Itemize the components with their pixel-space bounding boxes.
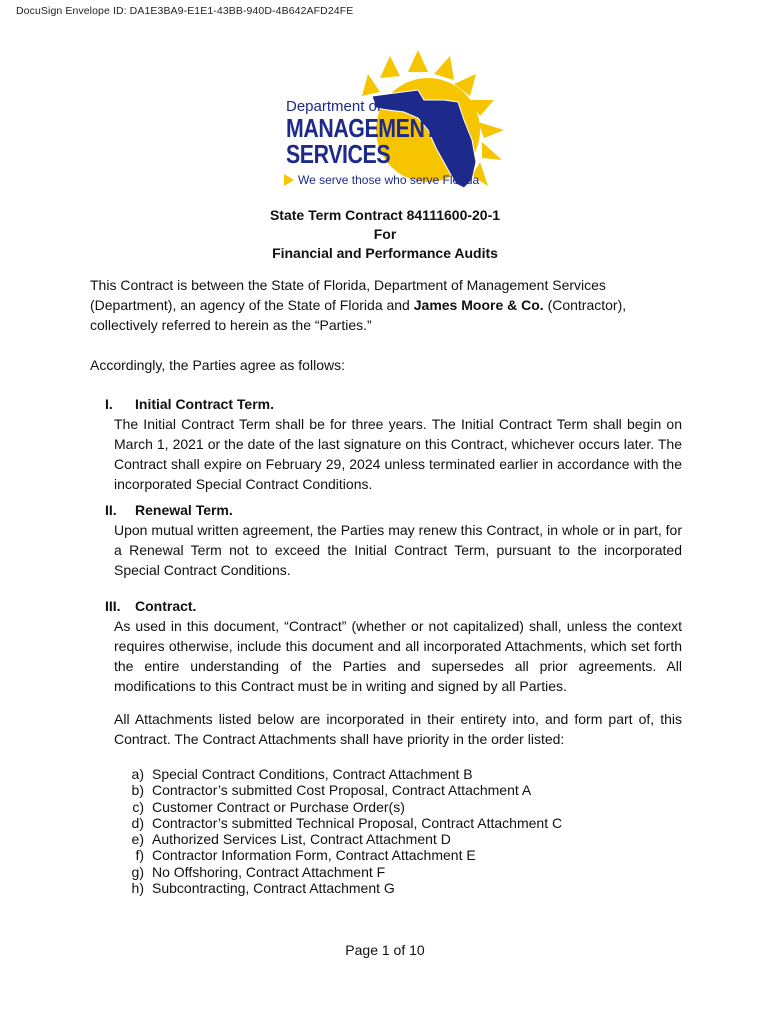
section-body: Upon mutual written agreement, the Parties may renew this Contract, in whole or in part, for a Renewal Term not to exceed the Initial Contract Term, pursuant to the incorporated Special Contract Conditions. [114, 522, 682, 578]
triangle-icon [284, 174, 294, 186]
list-item-text: Customer Contract or Purchase Order(s) [152, 798, 405, 815]
list-item-text: No Offshoring, Contract Attachment F [152, 863, 386, 880]
logo-tagline-text: We serve those who serve Florida [298, 173, 480, 187]
section-body: The Initial Contract Term shall be for three years. The Initial Contract Term shall begin on March 1, 2021 or the date of the last signature on this Contract, whichever occurs later. The Contract shall expire on February 29, 2024 unless terminated earlier in accordance with the incorporated Special Contract Conditions. [114, 416, 682, 492]
section-heading [90, 500, 682, 520]
list-item [116, 880, 562, 896]
intro-text-2: (Contractor), collectively referred to herein as the “Parties.” [90, 297, 627, 333]
attachments-intro: All Attachments listed below are incorporated in their entirety into, and form part of, this Contract. The Contract Attachments shall have priority in the order listed: [114, 711, 682, 747]
list-item-letter: d) [131, 814, 144, 831]
logo-tagline [284, 173, 479, 187]
dms-logo [268, 38, 518, 198]
list-item-text: Contractor Information Form, Contract Attachment E [152, 847, 476, 864]
list-item-text: Contractor’s submitted Cost Proposal, Contract Attachment A [152, 782, 532, 799]
section-number: II. [105, 502, 117, 518]
page-number: Page 1 of 10 [345, 942, 425, 958]
title-line-2: For [373, 226, 397, 242]
list-item [116, 766, 562, 782]
section-number: III. [105, 598, 121, 614]
section-contract [90, 596, 682, 696]
list-item-letter: f) [135, 847, 144, 864]
section-body: As used in this document, “Contract” (whether or not capitalized) shall, unless the context requires otherwise, include this document and all incorporated Attachments, which set forth the entire understanding of the Parties and supersedes all prior agreements. All modifications to this Contract must be in writing and signed by all Parties. [114, 618, 682, 694]
logo-services-line: SERVICES [286, 139, 391, 169]
title-line-1: State Term Contract 84111600-20-1 [269, 207, 501, 223]
envelope-id: DocuSign Envelope ID: DA1E3BA9-E1E1-43BB-940D-4B642AFD24FE [16, 5, 354, 17]
intro-paragraph [90, 275, 682, 335]
section-number: I. [105, 396, 113, 412]
section-renewal-term [90, 500, 682, 580]
section-initial-term [90, 394, 682, 494]
attachments-list [116, 766, 562, 896]
list-item [116, 782, 562, 798]
list-item-letter: b) [131, 782, 144, 799]
list-item-letter: h) [131, 880, 144, 897]
contract-title [0, 206, 770, 263]
list-item-letter: c) [132, 798, 144, 815]
section-heading [90, 596, 682, 616]
logo-dept-line: Department of [286, 98, 382, 115]
section-heading-text: Initial Contract Term. [135, 396, 274, 412]
list-item-letter: e) [131, 831, 144, 848]
contractor-name: James Moore & Co. [413, 297, 544, 313]
logo-text [286, 98, 470, 167]
list-item-text: Contractor’s submitted Technical Proposal, Contract Attachment C [152, 814, 563, 831]
list-item-letter: g) [131, 863, 144, 880]
list-item [116, 815, 562, 831]
intro-text-1: This Contract is between the State of Florida, Department of Management Services (Department), an agency of the State of Florida and [90, 277, 606, 313]
list-item-text: Special Contract Conditions, Contract Attachment B [152, 766, 473, 782]
logo-management-line: MANAGEMENT [286, 113, 438, 143]
section-heading-text: Renewal Term. [135, 502, 233, 518]
list-item-letter: a) [131, 766, 144, 782]
list-item [116, 831, 562, 847]
list-item [116, 799, 562, 815]
section-heading-text: Contract. [135, 598, 197, 614]
title-line-3: Financial and Performance Audits [272, 245, 498, 261]
list-item-text: Subcontracting, Contract Attachment G [152, 880, 395, 897]
list-item-text: Authorized Services List, Contract Attachment D [152, 831, 451, 848]
accordingly-paragraph: Accordingly, the Parties agree as follows: [90, 357, 345, 373]
list-item [116, 864, 562, 880]
section-heading [90, 394, 682, 414]
list-item [116, 847, 562, 863]
